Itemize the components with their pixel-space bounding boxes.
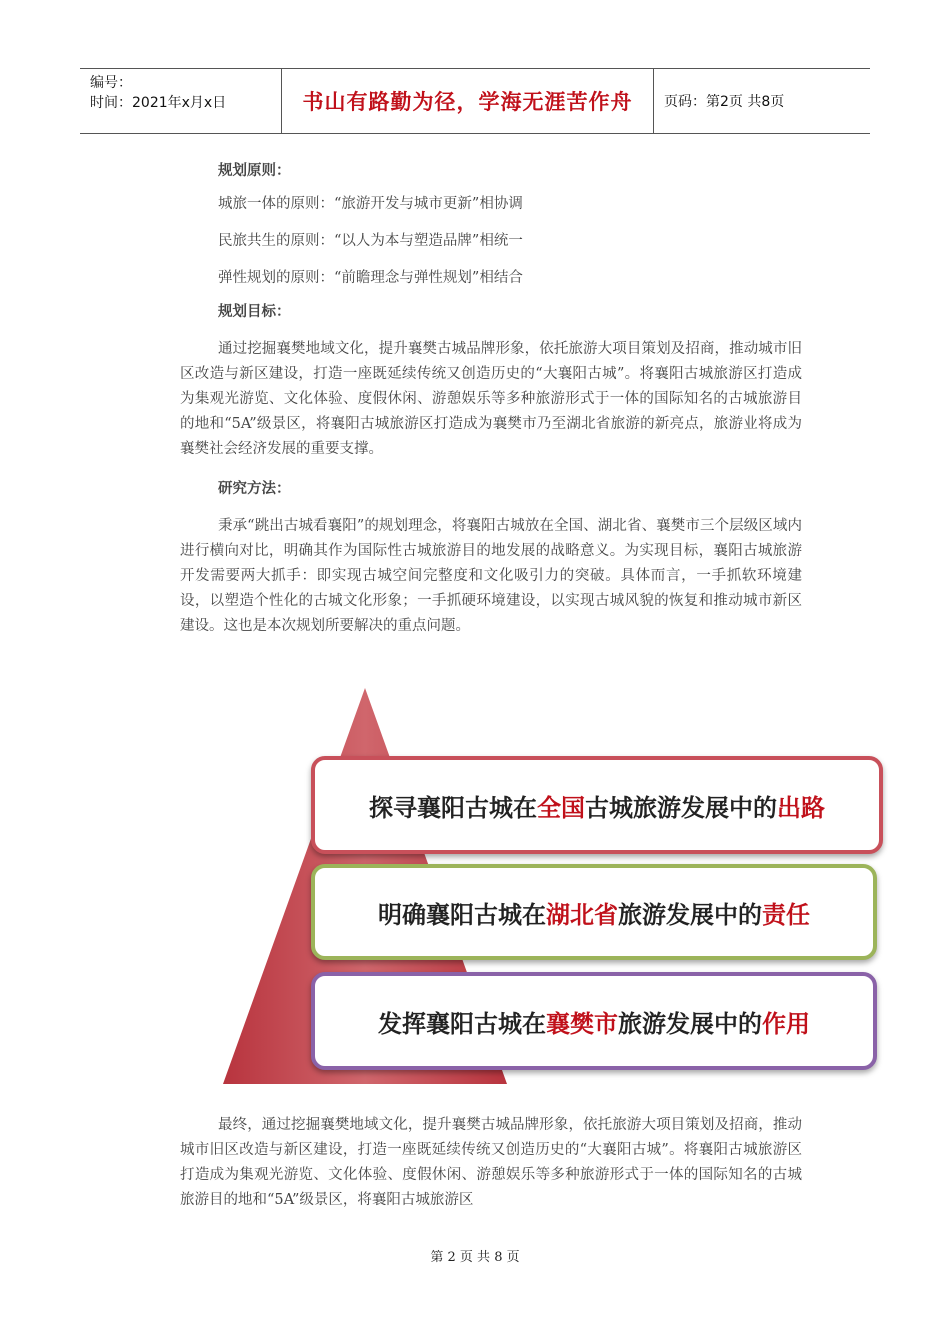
doc-number-label: 编号： xyxy=(90,75,132,91)
principles-heading: 规划原则： xyxy=(218,163,291,179)
principle-item: 民旅共生的原则：“以人为本与塑造品牌”相统一 xyxy=(218,233,523,249)
methods-paragraph: 秉承“跳出古城看襄阳”的规划理念，将襄阳古城放在全国、湖北省、襄樊市三个层级区域内进行横向对比，明确其作为国际性古城旅游目的地发展的战略意义。为实现目标，襄阳古城旅游开发需要两大抓手：即实现古城空间完整度和文化吸引力的突破。具体而言，一手抓软环境建设，以塑造个性化的古城文化形象；一手抓硬环境建设，以实现古城风貌的恢复和推动城市新区建设。这也是本次规划所要解决的重点问题。 xyxy=(180,518,802,634)
banner-highlight: 出路 xyxy=(777,793,825,822)
pyramid-banner-province xyxy=(311,864,877,960)
header-motto: 书山有路勤为径，学海无涯苦作舟 xyxy=(282,69,654,133)
pyramid-diagram xyxy=(215,688,895,1088)
principle-item: 城旅一体的原则：“旅游开发与城市更新”相协调 xyxy=(218,196,523,212)
banner-text: 古城旅游发展中的 xyxy=(585,793,777,822)
pyramid-banner-national xyxy=(311,756,883,854)
banner-text: 明确襄阳古城在 xyxy=(378,900,546,929)
header-page-info: 页码：第2页 共8页 xyxy=(664,94,785,110)
header-meta xyxy=(80,69,282,133)
doc-time-label: 时间：2021年x月x日 xyxy=(90,95,227,111)
banner-highlight: 湖北省 xyxy=(546,900,618,929)
document-body xyxy=(180,156,802,651)
banner-text: 旅游发展中的 xyxy=(618,900,762,929)
pyramid-banner-city xyxy=(311,972,877,1070)
banner-text: 发挥襄阳古城在 xyxy=(378,1009,546,1038)
goals-paragraph: 通过挖掘襄樊地域文化，提升襄樊古城品牌形象，依托旅游大项目策划及招商，推动城市旧区改造与新区建设，打造一座既延续传统又创造历史的“大襄阳古城”。将襄阳古城旅游区打造成为集观光游览、文化体验、度假休闲、游憩娱乐等多种旅游形式于一体的国际知名的古城旅游目的地和“5A”级景区，将襄阳古城旅游区打造成为襄樊市乃至湖北省旅游的新亮点，旅游业将成为襄樊社会经济发展的重要支撑。 xyxy=(180,341,802,457)
principle-item: 弹性规划的原则：“前瞻理念与弹性规划”相结合 xyxy=(218,270,523,286)
final-paragraph: 最终，通过挖掘襄樊地域文化，提升襄樊古城品牌形象，依托旅游大项目策划及招商，推动城市旧区改造与新区建设，打造一座既延续传统又创造历史的“大襄阳古城”。将襄阳古城旅游区打造成为集观光游览、文化体验、度假休闲、游憩娱乐等多种旅游形式于一体的国际知名的古城旅游目的地和“5A”级景区，将襄阳古城旅游区 xyxy=(180,1117,802,1208)
banner-highlight: 全国 xyxy=(537,793,585,822)
banner-text: 探寻襄阳古城在 xyxy=(369,793,537,822)
page-footer: 第 2 页 共 8 页 xyxy=(430,1250,520,1265)
goals-heading: 规划目标： xyxy=(218,304,291,320)
banner-highlight: 作用 xyxy=(762,1009,810,1038)
banner-text: 旅游发展中的 xyxy=(618,1009,762,1038)
banner-highlight: 责任 xyxy=(762,900,810,929)
methods-heading: 研究方法： xyxy=(218,481,291,497)
banner-highlight: 襄樊市 xyxy=(546,1009,618,1038)
page-header xyxy=(80,68,870,134)
